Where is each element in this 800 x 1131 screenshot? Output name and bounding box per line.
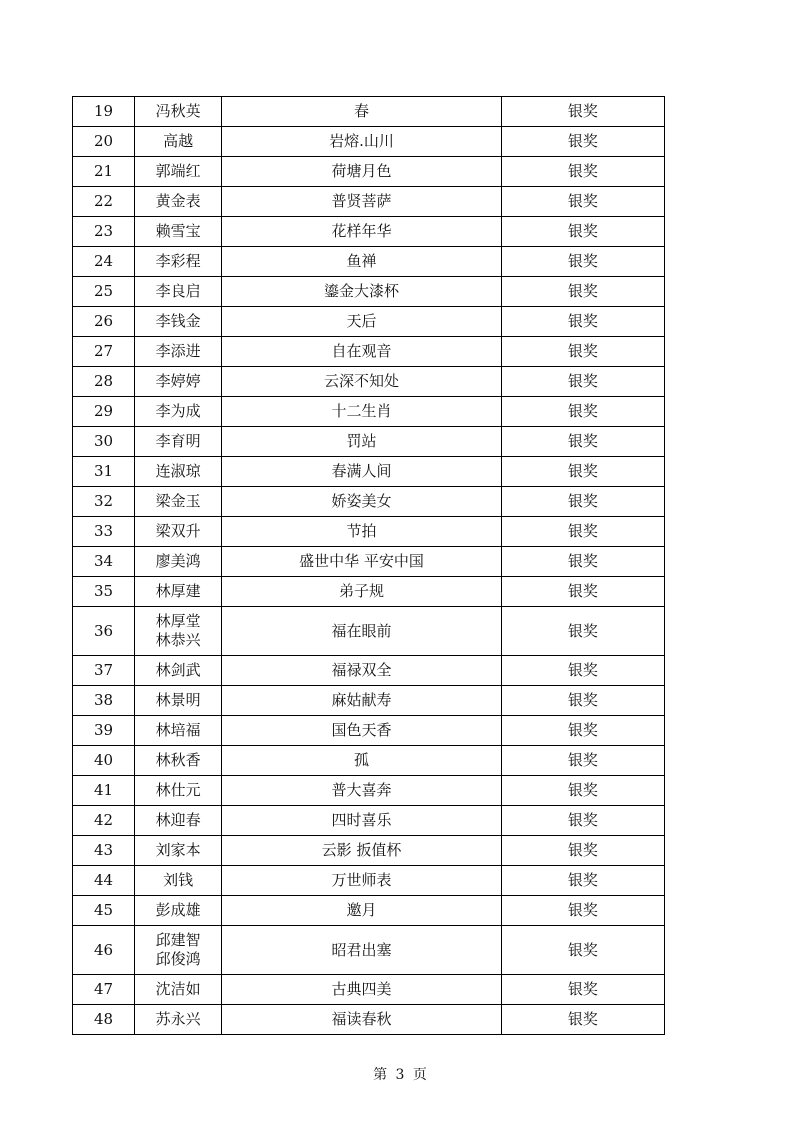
- table-row: [73, 896, 665, 926]
- table-row: [73, 307, 665, 337]
- work-title-cell: 福读春秋: [222, 1005, 501, 1035]
- artist-name-cell: [135, 577, 222, 607]
- artist-name-cell: [135, 806, 222, 836]
- row-number-cell: 48: [73, 1005, 135, 1035]
- award-cell: 银奖: [501, 686, 664, 716]
- work-title-cell: 普贤菩萨: [222, 187, 501, 217]
- artist-name: 赖雪宝: [155, 222, 201, 240]
- row-number-cell: 29: [73, 397, 135, 427]
- artist-name-cell: [135, 746, 222, 776]
- artist-name-cell: [135, 277, 222, 307]
- awards-table-body: [73, 97, 665, 1035]
- award-cell: 银奖: [501, 656, 664, 686]
- work-title-cell: 邀月: [222, 896, 501, 926]
- award-cell: 银奖: [501, 866, 664, 896]
- artist-name: 连淑琼: [155, 462, 201, 480]
- artist-name: 高越: [163, 132, 194, 150]
- row-number-cell: 38: [73, 686, 135, 716]
- artist-name: 林恭兴: [155, 631, 201, 649]
- award-cell: 银奖: [501, 277, 664, 307]
- artist-name: 李良启: [155, 282, 201, 300]
- artist-name-cell: [135, 547, 222, 577]
- row-number-cell: 25: [73, 277, 135, 307]
- row-number-cell: 21: [73, 157, 135, 187]
- award-cell: 银奖: [501, 806, 664, 836]
- artist-name-cell: [135, 97, 222, 127]
- work-title-cell: 普大喜奔: [222, 776, 501, 806]
- work-title-cell: 弟子规: [222, 577, 501, 607]
- artist-name-cell: [135, 656, 222, 686]
- award-cell: 银奖: [501, 127, 664, 157]
- work-title-cell: 娇姿美女: [222, 487, 501, 517]
- table-row: [73, 367, 665, 397]
- work-title-cell: 麻姑献寿: [222, 686, 501, 716]
- row-number-cell: 30: [73, 427, 135, 457]
- table-row: [73, 157, 665, 187]
- artist-name: 邱俊鸿: [155, 950, 201, 968]
- table-row: [73, 277, 665, 307]
- work-title-cell: 鱼禅: [222, 247, 501, 277]
- row-number-cell: 35: [73, 577, 135, 607]
- row-number-cell: 47: [73, 975, 135, 1005]
- table-row: [73, 517, 665, 547]
- award-cell: 银奖: [501, 547, 664, 577]
- work-title-cell: 鎏金大漆杯: [222, 277, 501, 307]
- artist-name: 李育明: [155, 432, 201, 450]
- artist-name: 李添进: [155, 342, 201, 360]
- award-cell: 银奖: [501, 836, 664, 866]
- award-cell: 银奖: [501, 517, 664, 547]
- table-row: [73, 806, 665, 836]
- table-row: [73, 866, 665, 896]
- table-row: [73, 217, 665, 247]
- award-cell: 银奖: [501, 97, 664, 127]
- artist-name-cell: [135, 217, 222, 247]
- artist-name: 林厚堂: [155, 612, 201, 630]
- artist-name: 刘家本: [155, 841, 201, 859]
- work-title-cell: 自在观音: [222, 337, 501, 367]
- work-title-cell: 天后: [222, 307, 501, 337]
- artist-name: 李婷婷: [155, 372, 201, 390]
- artist-name-cell: [135, 487, 222, 517]
- award-cell: 银奖: [501, 457, 664, 487]
- row-number-cell: 20: [73, 127, 135, 157]
- table-row: [73, 247, 665, 277]
- row-number-cell: 34: [73, 547, 135, 577]
- row-number-cell: 31: [73, 457, 135, 487]
- table-row: [73, 686, 665, 716]
- artist-name: 廖美鸿: [155, 552, 201, 570]
- artist-name-cell: [135, 157, 222, 187]
- award-cell: 银奖: [501, 487, 664, 517]
- artist-name-cell: [135, 337, 222, 367]
- artist-name: 黄金表: [155, 192, 201, 210]
- row-number-cell: 37: [73, 656, 135, 686]
- artist-name: 林迎春: [155, 811, 201, 829]
- artist-name: 林秋香: [155, 751, 201, 769]
- row-number-cell: 19: [73, 97, 135, 127]
- table-row: [73, 187, 665, 217]
- table-row: [73, 836, 665, 866]
- row-number-cell: 32: [73, 487, 135, 517]
- work-title-cell: 春: [222, 97, 501, 127]
- artist-name-cell: [135, 776, 222, 806]
- work-title-cell: 国色天香: [222, 716, 501, 746]
- work-title-cell: 盛世中华 平安中国: [222, 547, 501, 577]
- artist-name: 林景明: [155, 691, 201, 709]
- work-title-cell: 岩熔.山川: [222, 127, 501, 157]
- artist-name-cell: [135, 975, 222, 1005]
- table-row: [73, 776, 665, 806]
- artist-name: 梁金玉: [155, 492, 201, 510]
- award-cell: 银奖: [501, 217, 664, 247]
- award-cell: 银奖: [501, 367, 664, 397]
- artist-name-cell: [135, 427, 222, 457]
- artist-name: 林剑武: [155, 661, 201, 679]
- artist-name-cell: [135, 307, 222, 337]
- work-title-cell: 福禄双全: [222, 656, 501, 686]
- table-row: [73, 926, 665, 975]
- work-title-cell: 四时喜乐: [222, 806, 501, 836]
- artist-name-cell: [135, 187, 222, 217]
- artist-name-cell: [135, 836, 222, 866]
- work-title-cell: 云影 扳值杯: [222, 836, 501, 866]
- award-cell: 银奖: [501, 607, 664, 656]
- artist-name-cell: [135, 367, 222, 397]
- table-row: [73, 607, 665, 656]
- table-row: [73, 656, 665, 686]
- artist-name: 梁双升: [155, 522, 201, 540]
- row-number-cell: 39: [73, 716, 135, 746]
- artist-name: 彭成雄: [155, 901, 201, 919]
- award-cell: 银奖: [501, 716, 664, 746]
- artist-name-cell: [135, 127, 222, 157]
- row-number-cell: 40: [73, 746, 135, 776]
- artist-name-cell: [135, 866, 222, 896]
- artist-name-cell: [135, 517, 222, 547]
- work-title-cell: 福在眼前: [222, 607, 501, 656]
- artist-name: 沈洁如: [155, 980, 201, 998]
- award-cell: 银奖: [501, 577, 664, 607]
- award-cell: 银奖: [501, 157, 664, 187]
- artist-name: 李为成: [155, 402, 201, 420]
- artist-name: 郭端红: [155, 162, 201, 180]
- table-row: [73, 457, 665, 487]
- row-number-cell: 28: [73, 367, 135, 397]
- work-title-cell: 罚站: [222, 427, 501, 457]
- work-title-cell: 节拍: [222, 517, 501, 547]
- work-title-cell: 十二生肖: [222, 397, 501, 427]
- row-number-cell: 43: [73, 836, 135, 866]
- award-cell: 银奖: [501, 746, 664, 776]
- artist-name-cell: [135, 926, 222, 975]
- artist-name-cell: [135, 686, 222, 716]
- award-cell: 银奖: [501, 975, 664, 1005]
- award-cell: 银奖: [501, 776, 664, 806]
- artist-name-cell: [135, 457, 222, 487]
- award-cell: 银奖: [501, 397, 664, 427]
- row-number-cell: 23: [73, 217, 135, 247]
- page-number: 3: [395, 1067, 405, 1083]
- page-footer: [0, 1064, 800, 1084]
- table-row: [73, 487, 665, 517]
- table-row: [73, 97, 665, 127]
- work-title-cell: 春满人间: [222, 457, 501, 487]
- row-number-cell: 27: [73, 337, 135, 367]
- row-number-cell: 41: [73, 776, 135, 806]
- award-cell: 银奖: [501, 187, 664, 217]
- table-row: [73, 577, 665, 607]
- artist-name-cell: [135, 1005, 222, 1035]
- award-cell: 银奖: [501, 926, 664, 975]
- table-row: [73, 547, 665, 577]
- award-cell: 银奖: [501, 427, 664, 457]
- page-footer-suffix: 页: [412, 1067, 427, 1083]
- table-row: [73, 975, 665, 1005]
- artist-name: 林仕元: [155, 781, 201, 799]
- award-cell: 银奖: [501, 337, 664, 367]
- work-title-cell: 云深不知处: [222, 367, 501, 397]
- work-title-cell: 古典四美: [222, 975, 501, 1005]
- table-row: [73, 1005, 665, 1035]
- table-row: [73, 427, 665, 457]
- row-number-cell: 33: [73, 517, 135, 547]
- table-row: [73, 397, 665, 427]
- artist-name-cell: [135, 716, 222, 746]
- row-number-cell: 36: [73, 607, 135, 656]
- row-number-cell: 26: [73, 307, 135, 337]
- table-row: [73, 337, 665, 367]
- artist-name: 邱建智: [155, 931, 201, 949]
- row-number-cell: 42: [73, 806, 135, 836]
- artist-name-cell: [135, 247, 222, 277]
- table-row: [73, 746, 665, 776]
- artist-name: 林厚建: [155, 582, 201, 600]
- artist-name: 刘钱: [163, 871, 194, 889]
- award-cell: 银奖: [501, 1005, 664, 1035]
- artist-name: 林培福: [155, 721, 201, 739]
- row-number-cell: 24: [73, 247, 135, 277]
- page-footer-prefix: 第: [373, 1067, 388, 1083]
- awards-table: [72, 96, 665, 1035]
- artist-name-cell: [135, 397, 222, 427]
- award-cell: 银奖: [501, 307, 664, 337]
- row-number-cell: 44: [73, 866, 135, 896]
- row-number-cell: 22: [73, 187, 135, 217]
- artist-name-cell: [135, 896, 222, 926]
- artist-name: 李钱金: [155, 312, 201, 330]
- work-title-cell: 花样年华: [222, 217, 501, 247]
- artist-name-cell: [135, 607, 222, 656]
- row-number-cell: 45: [73, 896, 135, 926]
- table-row: [73, 716, 665, 746]
- table-row: [73, 127, 665, 157]
- award-cell: 银奖: [501, 247, 664, 277]
- artist-name: 苏永兴: [155, 1010, 201, 1028]
- work-title-cell: 万世师表: [222, 866, 501, 896]
- work-title-cell: 昭君出塞: [222, 926, 501, 975]
- row-number-cell: 46: [73, 926, 135, 975]
- artist-name: 李彩程: [155, 252, 201, 270]
- work-title-cell: 荷塘月色: [222, 157, 501, 187]
- award-cell: 银奖: [501, 896, 664, 926]
- artist-name: 冯秋英: [155, 102, 201, 120]
- work-title-cell: 孤: [222, 746, 501, 776]
